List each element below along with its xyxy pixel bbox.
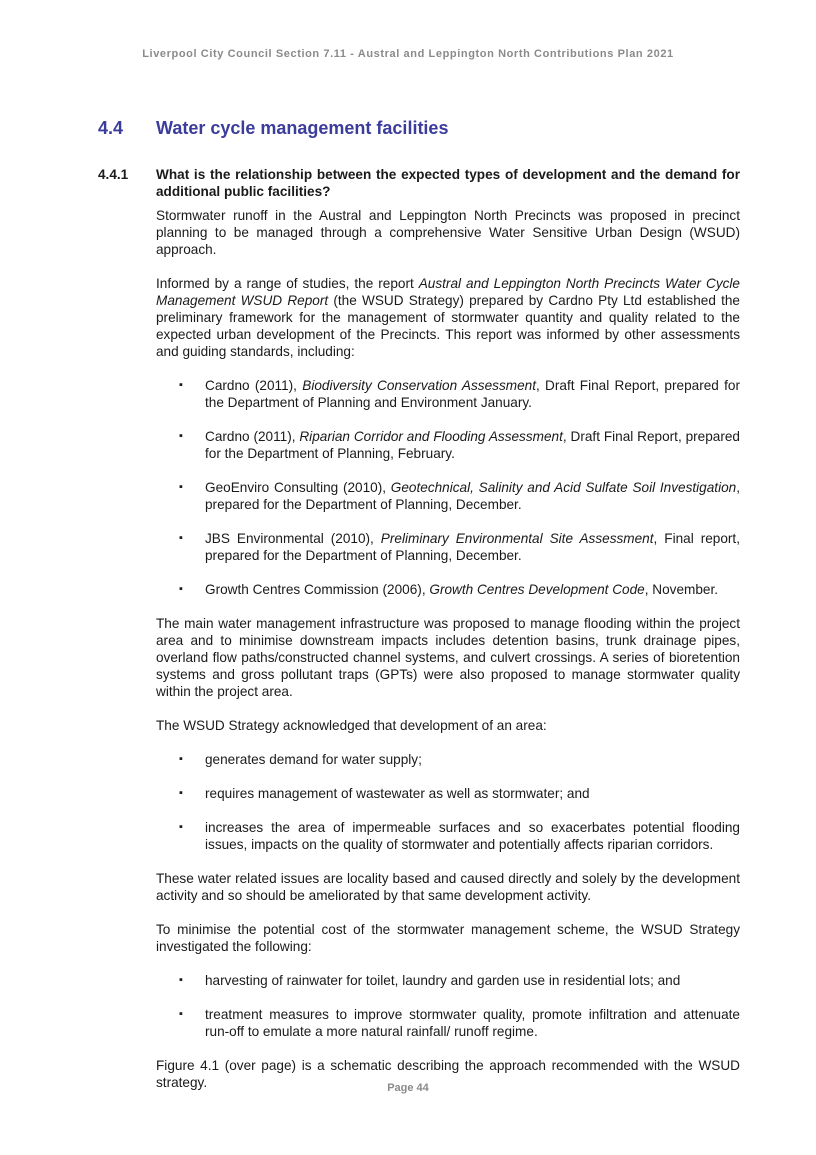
text-run: , Draft Final Report, prepared for the Department of Planning, February. [205, 429, 740, 461]
text-run: Cardno (2011), [205, 429, 300, 444]
subsection-heading [98, 166, 740, 200]
bullet-icon: ▪ [179, 1008, 183, 1020]
section-heading [98, 118, 448, 139]
list-item [156, 428, 740, 462]
paragraph-wsud-report [156, 275, 740, 360]
paragraph-locality: These water related issues are locality based and caused directly and solely by the development activity and so should be ameliorated by that same development activity. [156, 871, 740, 903]
subsection-title: What is the relationship between the expected types of development and the demand for additional public facilities? [156, 167, 740, 199]
list-item [156, 751, 740, 768]
running-header: Liverpool City Council Section 7.11 - Austral and Leppington North Contributions Plan 2021 [142, 48, 674, 60]
bullet-icon: ▪ [179, 430, 183, 442]
bullet-icon: ▪ [179, 821, 183, 833]
paragraph-acknowledged: The WSUD Strategy acknowledged that development of an area: [156, 718, 547, 733]
bullet-icon: ▪ [179, 753, 183, 765]
bullet-icon: ▪ [179, 532, 183, 544]
text-run: , Draft Final Report, prepared for the Department of Planning and Environment January. [205, 378, 740, 410]
list-item-text: requires management of wastewater as well as stormwater; and [205, 786, 590, 801]
bullet-icon: ▪ [179, 974, 183, 986]
list-item [156, 479, 740, 513]
text-run: JBS Environmental (2010), [205, 531, 381, 546]
subsection-number: 4.4.1 [98, 167, 129, 182]
bullet-icon: ▪ [179, 379, 183, 391]
list-item [156, 530, 740, 564]
study-title: Biodiversity Conservation Assessment [302, 378, 536, 393]
bullet-icon: ▪ [179, 481, 183, 493]
section-title: Water cycle management facilities [156, 118, 449, 138]
text-run: Growth Centres Commission (2006), [205, 582, 430, 597]
text-run: (the WSUD Strategy) prepared by Cardno Pty Ltd established the preliminary framework for the management of stormwater quantity and quality related to the expected urban development of the Precincts. This report was informed by other assessments and guiding standards, including: [156, 293, 740, 359]
impacts-list [156, 751, 740, 853]
measures-list [156, 972, 740, 1040]
list-item [156, 785, 740, 802]
page-number: Page 44 [387, 1082, 429, 1094]
list-item-text: increases the area of impermeable surfaces and so exacerbates potential flooding issues, impacts on the quality of stormwater and potentially affects riparian corridors. [205, 820, 740, 852]
paragraph-intro: Stormwater runoff in the Austral and Leppington North Precincts was proposed in precinct planning to be managed through a comprehensive Water Sensitive Urban Design (WSUD) approach. [156, 208, 740, 257]
text-run: GeoEnviro Consulting (2010), [205, 480, 391, 495]
study-title: Growth Centres Development Code [429, 582, 645, 597]
study-title: Riparian Corridor and Flooding Assessment [299, 429, 563, 444]
list-item-text: harvesting of rainwater for toilet, laundry and garden use in residential lots; and [205, 973, 681, 988]
paragraph-figure-reference: Figure 4.1 (over page) is a schematic describing the approach recommended with the WSUD strategy. [156, 1058, 740, 1090]
study-title: Preliminary Environmental Site Assessment [380, 531, 654, 546]
text-run: , prepared for the Department of Planning, December. [205, 480, 740, 512]
list-item [156, 377, 740, 411]
study-title: Geotechnical, Salinity and Acid Sulfate Soil Investigation [390, 480, 737, 495]
list-item [156, 1006, 740, 1040]
paragraph-infrastructure: The main water management infrastructure was proposed to manage flooding within the project area and to minimise downstream impacts includes detention basins, trunk drainage pipes, overland flow paths/constructed channel systems, and culvert crossings. A series of bioretention systems and gross pollutant traps (GPTs) were also proposed to manage stormwater quality within the project area. [156, 616, 740, 699]
list-item-text: generates demand for water supply; [205, 752, 422, 767]
bullet-icon: ▪ [179, 583, 183, 595]
bullet-icon: ▪ [179, 787, 183, 799]
list-item [156, 581, 740, 598]
text-run: , Final report, prepared for the Department of Planning, December. [205, 531, 740, 563]
report-title: Austral and Leppington North Precincts Water Cycle Management WSUD Report [156, 276, 740, 308]
list-item [156, 819, 740, 853]
text-run: Cardno (2011), [205, 378, 303, 393]
body-text [156, 207, 740, 1108]
paragraph-minimise-cost: To minimise the potential cost of the stormwater management scheme, the WSUD Strategy investigated the following: [156, 922, 740, 954]
list-item-text: treatment measures to improve stormwater quality, promote infiltration and attenuate run-off to emulate a more natural rainfall/ runoff regime. [205, 1007, 740, 1039]
text-run: , November. [644, 582, 719, 597]
text-run: Informed by a range of studies, the report [156, 276, 419, 291]
section-number: 4.4 [98, 118, 124, 138]
list-item [156, 972, 740, 989]
studies-list [156, 377, 740, 598]
